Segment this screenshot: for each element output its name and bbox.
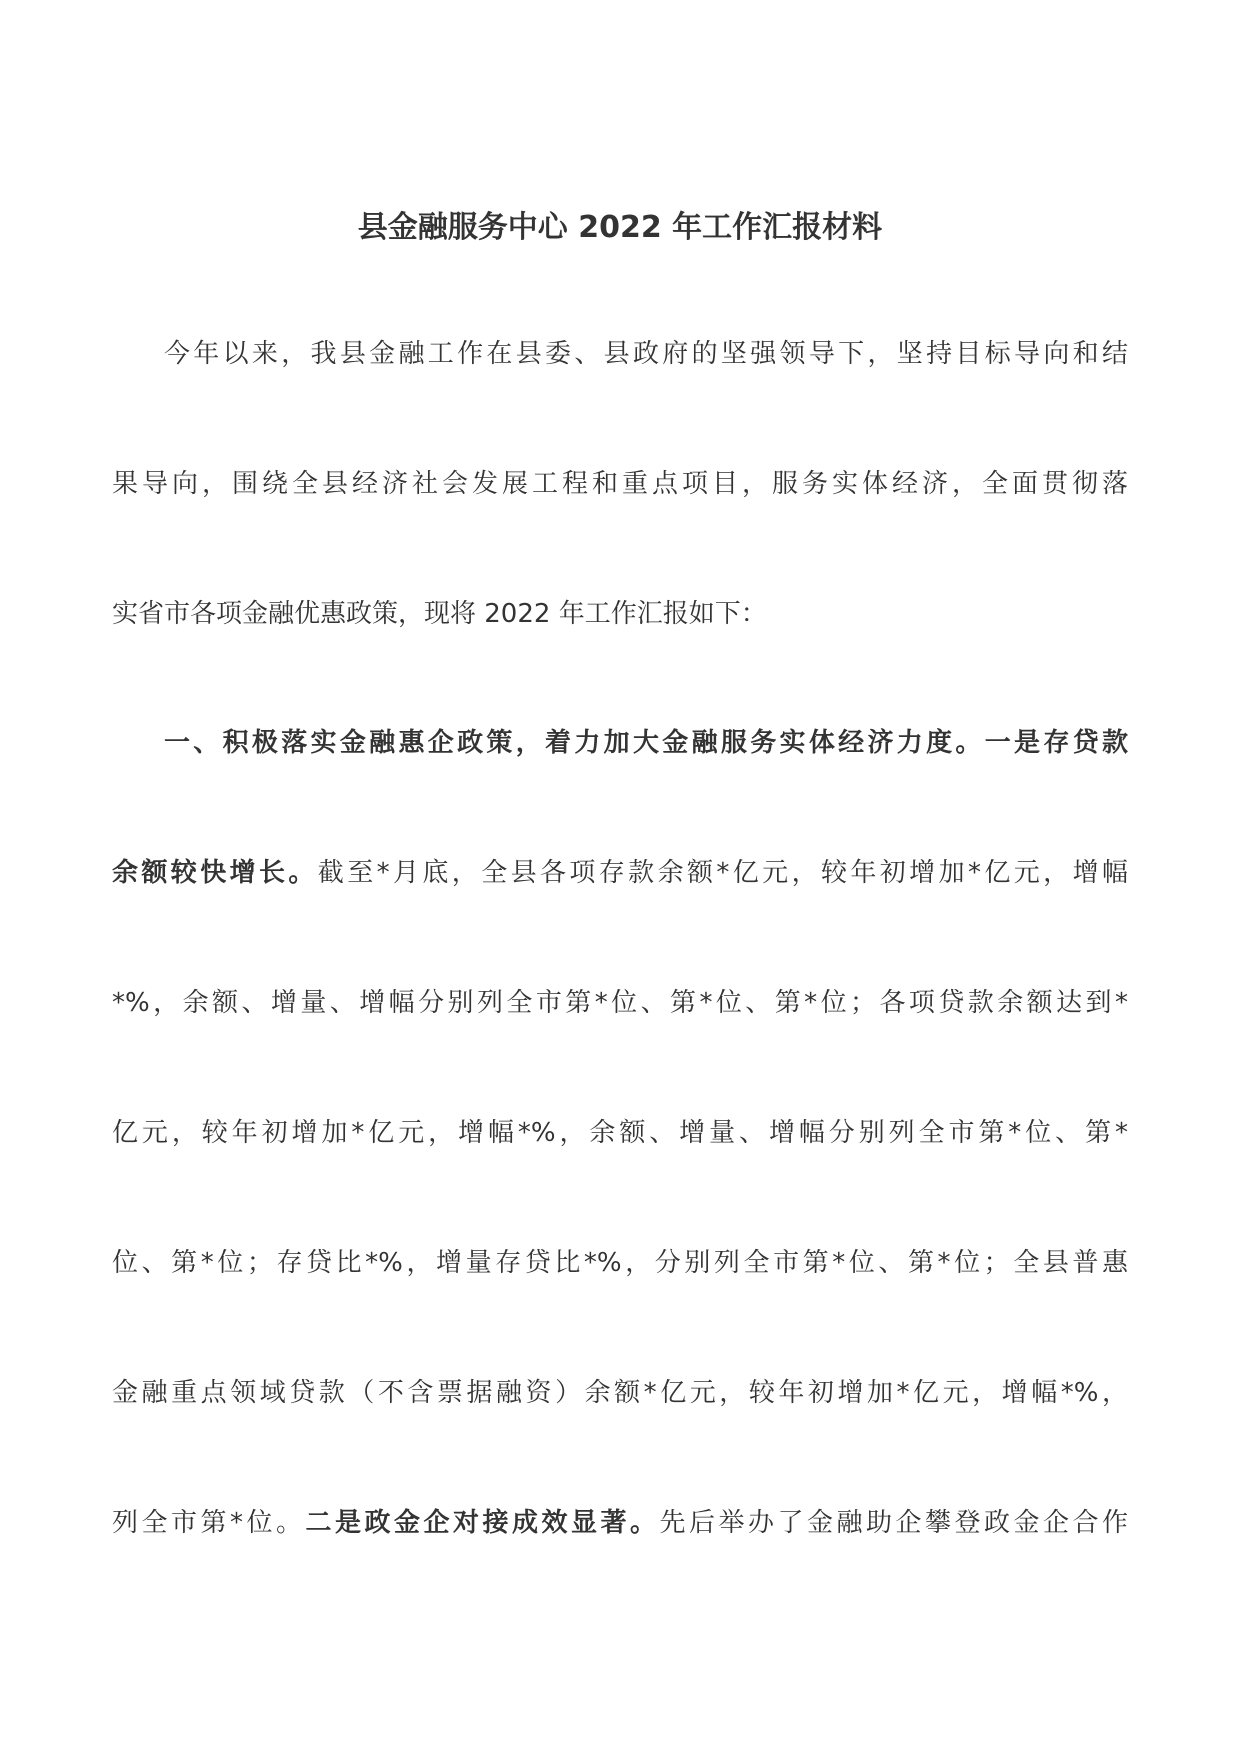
line-text: 先后举办了金融助企攀登政金企合作 — [659, 1508, 1128, 1538]
bold-phrase: 二是政金企对接成效显著。 — [305, 1508, 660, 1538]
paragraph-line: *%，余额、增量、增幅分别列全市第*位、第*位、第*位；各项贷款余额达到* — [112, 988, 1128, 1018]
section-heading-line: 一、积极落实金融惠企政策，着力加大金融服务实体经济力度。一是存贷款 — [164, 728, 1128, 758]
line-prefix: 列全市第*位。 — [112, 1508, 306, 1538]
bold-phrase: 余额较快增长。 — [112, 858, 318, 888]
paragraph-line: 亿元，较年初增加*亿元，增幅*%，余额、增量、增幅分别列全市第*位、第* — [112, 1118, 1128, 1148]
paragraph-line: 位、第*位；存贷比*%，增量存贷比*%，分别列全市第*位、第*位；全县普惠 — [112, 1248, 1128, 1278]
paragraph-line: 果导向，围绕全县经济社会发展工程和重点项目，服务实体经济，全面贯彻落 — [112, 469, 1128, 499]
paragraph-line: 今年以来，我县金融工作在县委、县政府的坚强领导下，坚持目标导向和结 — [164, 339, 1128, 369]
line-text: 截至*月底，全县各项存款余额*亿元，较年初增加*亿元，增幅 — [317, 858, 1128, 888]
paragraph-line: 金融重点领域贷款（不含票据融资）余额*亿元，较年初增加*亿元，增幅*%， — [112, 1378, 1128, 1408]
document-title: 县金融服务中心 2022 年工作汇报材料 — [357, 210, 883, 245]
paragraph-line — [112, 1503, 1128, 1543]
paragraph-line — [112, 853, 1128, 893]
paragraph-line: 实省市各项金融优惠政策，现将 2022 年工作汇报如下： — [112, 599, 767, 629]
